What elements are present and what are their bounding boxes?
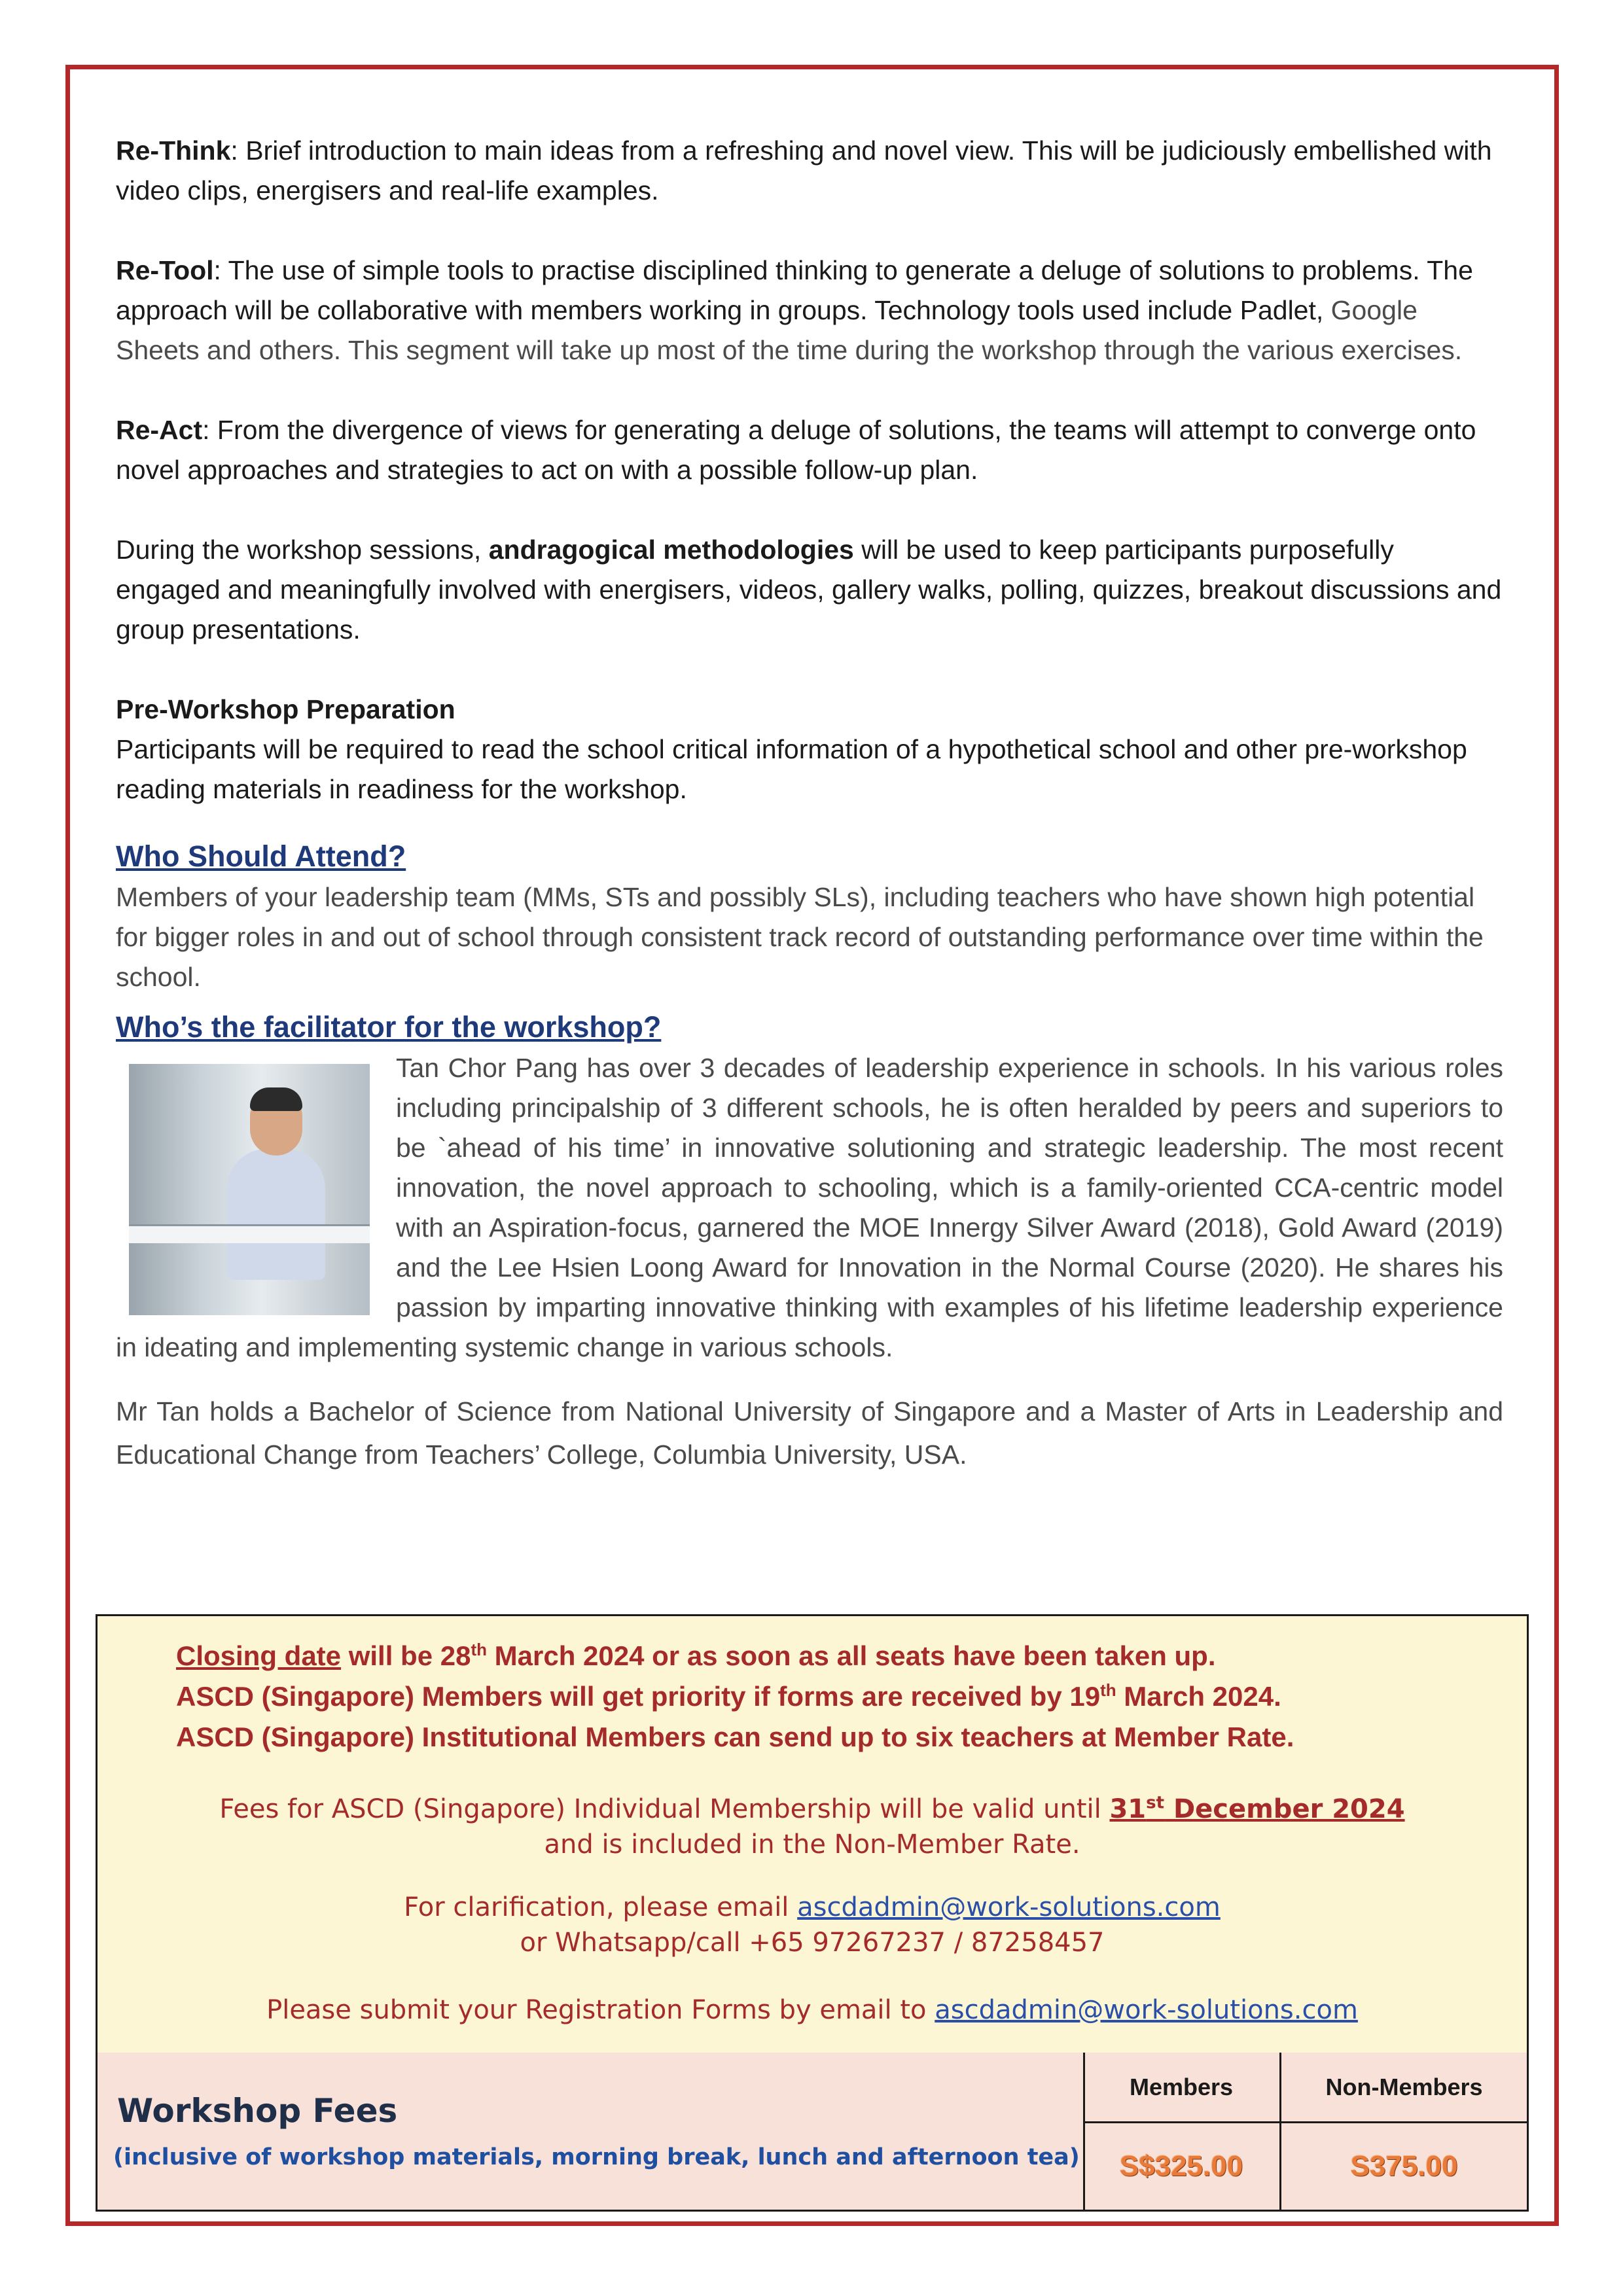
facilitator-bio: Tan Chor Pang has over 3 decades of leadership experience in schools. In his various roles including principalship of 3 different schools, he is often heralded by peers and superiors to be `ahead of his time’ in innovative solutioning and strategic leadership. The most recent innovation, the novel approach to schooling, which is a family-oriented CCA-centric model with an Aspiration-focus, garnered the MOE Innergy Silver Award (2018), Gold Award (2019) and the Lee Hsien Loong Award for Innovation in the Normal Course (2020). He shares his passion by imparting innovative thinking with examples of his lifetime leadership experience in ideating and implementing systemic change in various schools.	[116, 1053, 1503, 1362]
facilitator-heading: Who’s the facilitator for the workshop?	[116, 1010, 662, 1044]
fees-table	[98, 2053, 1527, 2210]
main-content	[116, 131, 1503, 1476]
fees-title: Workshop Fees	[117, 2092, 398, 2130]
prep-text: Participants will be required to read the school critical information of a hypothetical school and other pre-workshop reading materials in readiness for the workshop.	[116, 734, 1467, 804]
members-column	[1083, 2053, 1281, 2210]
closing-date-line: Closing date will be 28th March 2024 or as soon as all seats have been taken up.	[176, 1640, 1216, 1671]
rethink-paragraph: Re-Think: Brief introduction to main ideas from a refreshing and novel view. This will be judiciously embellished with video clips, energisers and real-life examples.	[116, 135, 1492, 205]
nonmembers-column	[1281, 2053, 1527, 2210]
retool-paragraph: Re-Tool: The use of simple tools to practise disciplined thinking to generate a deluge of solutions to problems. The approach will be collaborative with members working in groups. Technology tools used include Padlet, Google Sheets and others. This segment will take up most of the time during the workshop through the various exercises.	[116, 255, 1473, 365]
institutional-line: ASCD (Singapore) Institutional Members can send up to six teachers at Member Rate.	[176, 1722, 1294, 1752]
fees-label-cell	[98, 2053, 1085, 2210]
submit-line: Please submit your Registration Forms by email to ascdadmin@work-solutions.com	[266, 1995, 1358, 2025]
prep-title: Pre-Workshop Preparation	[116, 694, 455, 724]
clarification-block: For clarification, please email ascdadmin@work-solutions.com or Whatsapp/call +65 97267237 / 87258457	[404, 1892, 1221, 1958]
nonmembers-header: Non-Members	[1281, 2053, 1527, 2123]
notice-panel	[98, 1616, 1527, 2055]
submit-email-link[interactable]: ascdadmin@work-solutions.com	[935, 1995, 1358, 2025]
membership-validity: Fees for ASCD (Singapore) Individual Membership will be valid until 31st December 2024 and is included in the Non-Member Rate.	[219, 1793, 1405, 1860]
nonmembers-price: S375.00	[1350, 2150, 1458, 2182]
react-paragraph: Re-Act: From the divergence of views for generating a deluge of solutions, the teams will attempt to converge onto novel approaches and strategies to act on with a possible follow-up plan.	[116, 415, 1476, 485]
facilitator-education: Mr Tan holds a Bachelor of Science from National University of Singapore and a Master of Arts in Leadership and Educational Change from Teachers’ College, Columbia University, USA.	[116, 1396, 1503, 1470]
members-price: S$325.00	[1119, 2150, 1243, 2182]
registration-box	[96, 1614, 1529, 2212]
fees-subtitle: (inclusive of workshop materials, morning break, lunch and afternoon tea)	[113, 2144, 1080, 2170]
notice-bold-lines	[176, 1636, 1452, 1757]
members-header: Members	[1083, 2053, 1279, 2123]
facilitator-photo	[129, 1064, 370, 1315]
attend-text: Members of your leadership team (MMs, STs and possibly SLs), including teachers who have shown high potential for bigger roles in and out of school through consistent track record of outstanding performance over time within the school.	[116, 882, 1484, 992]
priority-line: ASCD (Singapore) Members will get priority if forms are received by 19th March 2024.	[176, 1680, 1281, 1712]
who-should-attend-heading: Who Should Attend?	[116, 839, 406, 873]
methodologies-paragraph: During the workshop sessions, andragogical methodologies will be used to keep participants purposefully engaged and meaningfully involved with energisers, videos, gallery walks, polling, quizzes, breakout discussions and group presentations.	[116, 535, 1502, 645]
email-link[interactable]: ascdadmin@work-solutions.com	[797, 1892, 1221, 1922]
